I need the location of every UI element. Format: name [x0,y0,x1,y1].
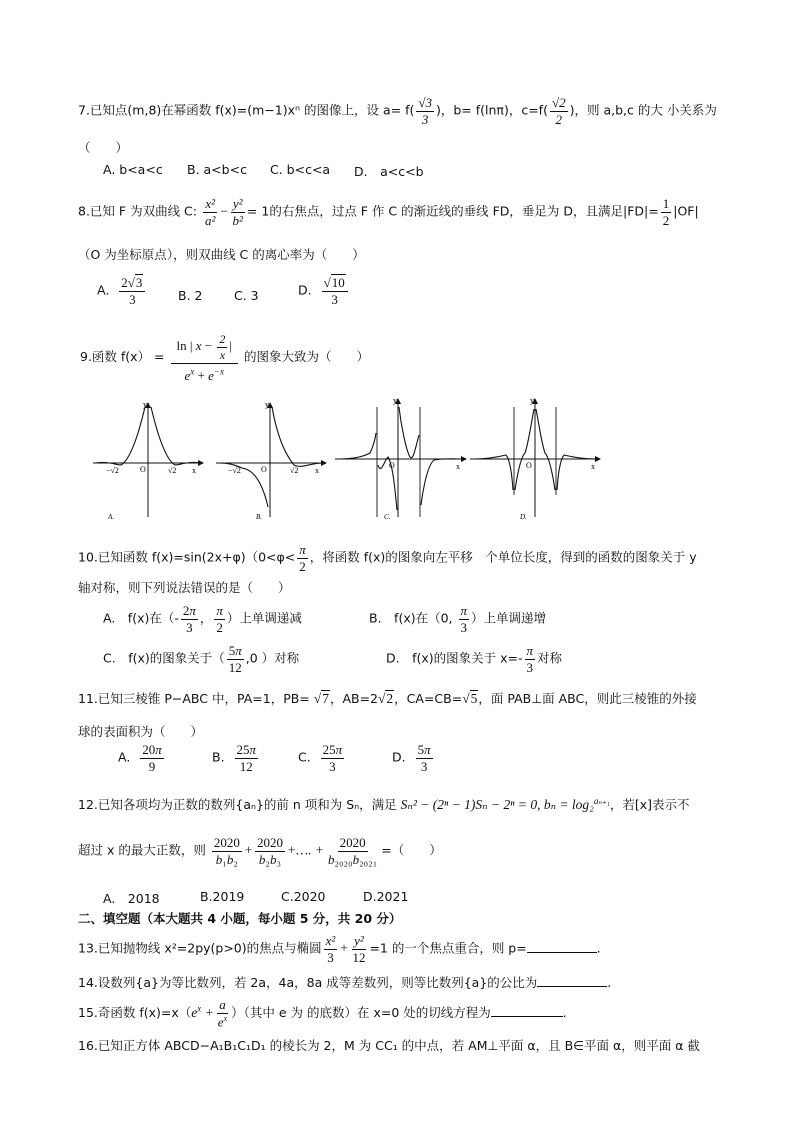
q8-option-d: D. $\frac{√10}{3}$ [298,276,350,306]
q11-option-d-label: D. [392,749,406,765]
q7-stem [78,96,717,126]
q11-option-b-label: B. [212,749,225,765]
q9-graph-d-label: D. [520,513,527,521]
section-fill-in-heading: 二、填空题（本大题共 4 小题，每小题 5 分，共 20 分） [78,911,402,926]
q9-stem [80,333,369,382]
q10-option-c-text: C. f(x)的图象关于（ [103,650,225,666]
q9-graph-b [216,400,326,521]
q9-function-frac: ln | x − $\frac{2}{x}$ | $e^x + e^{-x}$ [171,333,238,382]
q8-stem-text: 8.已知 F 为双曲线 C: [78,203,197,219]
q9-graph-b-tick-pos: √2 [290,466,299,475]
q15-tail-text: ）（其中 e 为 的底数）在 x=0 处的切线方程为 [231,1004,491,1020]
q11-mid2-text: ，CA=CB= [394,691,463,706]
q16-stem: 16.已知正方体 ABCD−A₁B₁C₁D₁ 的棱长为 2，M 为 CC₁ 的中点，若 AM⊥平面 α，且 B∈平面 α，则平面 α 截 [78,1038,700,1053]
q9-stem-text: 9.函数 f(x） = [80,349,165,365]
q7-frac-a-num: √3 [418,95,432,110]
q13-tail-text: =1 的一个焦点重合，则 p= [369,940,527,956]
q11-tail-text: ，面 PAB⊥面 ABC，则此三棱锥的外接 [478,691,697,706]
q8-half: $\frac{1}{2}$ [662,196,670,228]
q11-option-c: C. $\frac{25\pi}{3}$ [298,742,343,774]
q11-option-a: A. $\frac{20\pi}{9}$ [118,742,162,774]
q7-stem-text: 7.已知点(m,8)在幂函数 f(x)=(m−1)xⁿ 的图像上，设 a= f( [78,102,415,118]
q10-option-a-tail: ）上单调递减 [226,610,302,626]
q8-mid-text: 的右焦点，过点 F 作 C 的渐近线的垂线 FD，垂足为 D，且满足|FD|= [269,203,659,219]
q12-line2-text: 超过 x 的最大正数，则 [78,842,206,858]
q7-frac-a-den: 3 [421,111,429,127]
q15-stem-text: 15.奇函数 f(x)=x（ [78,1004,192,1020]
q9-graph-a-tick-pos: √2 [168,466,177,475]
q10-option-d-tail: 对称 [537,650,563,666]
q8-option-c: C. 3 [234,288,259,303]
q7-frac-c [550,96,568,126]
q9-graph-d-origin: O [526,461,532,470]
q7-option-b: B. a<b<c [187,162,247,177]
q9-graph-b-tick-neg: −√2 [228,466,241,475]
q12-option-d: D.2021 [363,889,409,904]
q9-graph-a-origin: O [140,465,146,474]
q9-graph-b-origin: O [261,465,267,474]
q8-of-text: |OF| [673,203,699,219]
q8-frac-x: $\frac{\text{x²}}{\text{a²}}$ [204,196,216,228]
q11-option-b: B. $\frac{25\pi}{12}$ [212,742,257,774]
q10-option-a-text: A. f(x)在（- [103,610,179,626]
q12-stem: 12.已知各项均为正数的数列{aₙ}的前 n 项和为 Sₙ，满足 Sₙ² − (2ⁿ − 1)Sₙ − 2ⁿ = 0, bₙ = log₂$^{a_{n+1}}$，若[x]表示不 [78,795,690,812]
q15-end: . [562,1004,567,1020]
q12-option-c: C.2020 [281,889,326,904]
q9-graph-b-x-label: x [315,466,319,475]
q11-option-c-label: C. [298,749,311,765]
q7-option-d: D. a<c<b [354,164,424,179]
q9-graph-c-y-label: y [393,396,397,405]
q14-stem-text: 14.设数列{a}为等比数列，若 2a，4a，8a 成等差数列，则等比数列{a}的公比为 [78,975,538,990]
q10-frac-pi-2: $\frac{\pi}{2}$ [299,542,306,574]
q8-option-a: A. $\frac{2√3}{3}$ [97,276,147,306]
q12-stem-text: 12.已知各项均为正数的数列{aₙ}的前 n 项和为 Sₙ，满足 [78,797,397,812]
q9-graph-d [470,396,600,521]
q7-option-c: C. b<c<a [270,162,331,177]
q9-graph-c [335,396,466,521]
q10-line2: 轴对称，则下列说法错误的是（ ） [78,580,291,595]
q13-answer-blank[interactable] [527,952,597,953]
q10-stem [78,543,697,573]
q14-answer-blank[interactable] [537,986,607,987]
q7-answer-paren: （ ） [78,140,129,155]
q8-option-b: B. 2 [178,288,203,303]
q10-option-d: D. f(x)的图象关于 x=- $\frac{\pi}{3}$ 对称 [386,643,563,675]
q11-line2: 球的表面积为（ ） [78,724,204,739]
q12-option-b: B.2019 [200,889,245,904]
q8-option-a-label: A. [97,282,110,298]
q14 [78,973,611,991]
q7-frac-c-num: √2 [551,95,566,110]
q9-graph-d-x-label: x [591,462,595,471]
q13-stem-text: 13.已知抛物线 x²=2py(p>0)的焦点与椭圆 [78,940,322,956]
q11-stem: 11.已知三棱锥 P−ABC 中，PA=1，PB= √7，AB=2√2，CA=CB=√5，面 PAB⊥面 ABC，则此三棱锥的外接 [78,691,697,706]
q10-option-d-text: D. f(x)的图象关于 x=- [386,650,523,666]
q11-option-d: D. $\frac{5\pi}{3}$ [392,742,431,774]
q11-option-a-label: A. [118,749,131,765]
q12-formula: Sₙ² − (2ⁿ − 1)Sₙ − 2ⁿ = 0, bₙ = log₂ [400,797,594,812]
q9-graph-a [93,400,203,521]
q10-option-b: B. f(x)在（0, $\frac{\pi}{3}$ ）上单调递增 [369,603,547,635]
q7-frac-a [416,96,434,126]
q10-tail-text: ，将函数 f(x)的图象向左平移 个单位长度，得到的函数的图象关于 y [309,549,697,565]
q7-option-a: A. b<a<c [103,162,163,177]
q7-mid-text: )，b= f(lnπ)，c=f( [436,102,548,118]
q11-stem-text: 11.已知三棱锥 P−ABC 中，PA=1，PB= [78,691,310,706]
q9-graph-a-label: A. [108,513,115,521]
q10-option-c-tail: ,0 ）对称 [245,650,300,666]
q9-graph-b-label: B. [256,513,263,521]
q7-tail-text: )，则 a,b,c 的大 小关系为 [569,102,717,118]
q8-stem: 8.已知 F 为双曲线 C: $\frac{\text{x²}}{\text{a²}}$ − $\frac{\text{y²}}{\text{b²}}$ = 1的右焦点，过点 F 作 C 的渐近线的垂线 FD，垂足为 D，且满足|FD|= $\frac{1}{2}$ |OF| [78,196,699,228]
q9-graphs [88,395,608,525]
q9-graph-d-y-label: y [530,396,534,405]
q10-stem-text: 10.已知函数 f(x)=sin(2x+φ)（0<φ< [78,549,296,565]
q9-graph-b-y-label: y [265,400,269,409]
q9-graph-c-origin: O [389,461,395,470]
q9-graph-c-label: C. [384,513,391,521]
q9-tail-text: 的图象大致为（ ） [243,349,369,365]
q8-hyperbola-rhs: = 1 [246,203,270,219]
q13-end: . [596,940,601,956]
q11-mid1-text: ，AB=2 [329,691,378,706]
q15-answer-blank[interactable] [491,1016,563,1017]
q9-graph-a-x-label: x [192,466,196,475]
q9-graph-a-tick-neg: −√2 [106,466,119,475]
q9-graph-a-y-label: y [143,400,147,409]
q10-option-a: A. f(x)在（- $\frac{2\pi}{3}$ ， $\frac{\pi}{2}$ ）上单调递减 [103,603,302,635]
q13: 13.已知抛物线 x²=2py(p>0)的焦点与椭圆 $\frac{\text{x²}}{3}$ + $\frac{\text{y²}}{12}$ =1 的一个焦点重合，则 p= . [78,933,601,965]
q12-tail-text: ，若[x]表示不 [609,797,690,812]
q8-line2: （O 为坐标原点），则双曲线 C 的离心率为（ ） [78,247,365,262]
q7-frac-c-den: 2 [555,111,563,127]
q8-frac-y: $\frac{\text{y²}}{\text{b²}}$ [232,196,243,228]
q10-option-b-text: B. f(x)在（0, [369,610,453,626]
q12-line2: 超过 x 的最大正数，则 $\frac{2020}{\text{b₁b₂}}$ + $\frac{2020}{\text{b₂b₃}}$ +…. + $\frac{2020}{\text{b₂₀₂₀b₂₀₂₁}}$ =（ ） [78,835,442,867]
q10-option-c: C. f(x)的图象关于（ $\frac{5\pi}{12}$ ,0 ）对称 [103,643,300,675]
q9-graph-c-x-label: x [456,462,460,471]
q15: 15.奇函数 $f(x)=x(e^x$ + $\frac{a}{e^x}$ ）（其中 e 为 的底数）在 x=0 处的切线方程为 . [78,997,567,1029]
q12-option-a: A. 2018 [103,891,160,906]
q12-sum-end: =（ ） [381,842,442,858]
q14-end: . [607,975,612,990]
q10-option-b-tail: ）上单调递增 [471,610,547,626]
q8-option-d-label: D. [298,282,312,298]
